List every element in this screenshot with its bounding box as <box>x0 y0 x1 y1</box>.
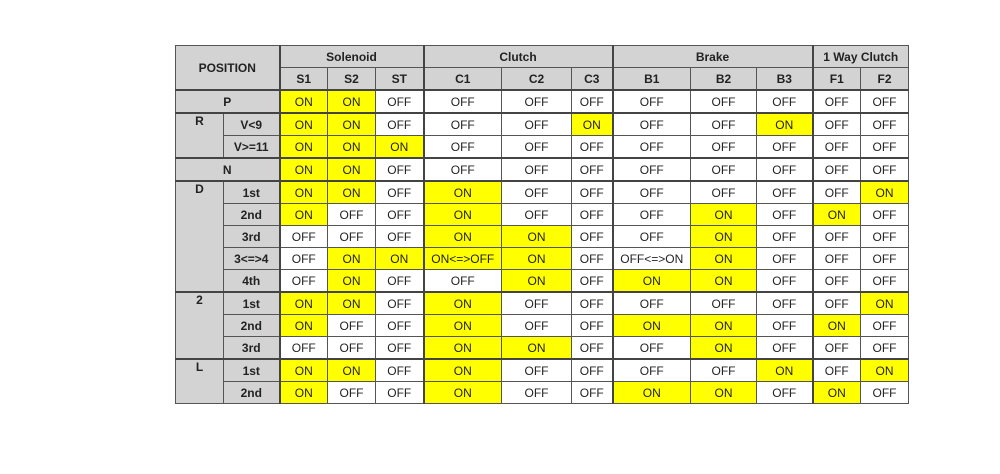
state-cell-c2: ON <box>502 270 572 293</box>
table-row <box>176 204 909 226</box>
state-cell-b2: OFF <box>691 292 757 315</box>
state-cell-c3: OFF <box>572 337 613 360</box>
group-header-1-way-clutch: 1 Way Clutch <box>813 46 909 68</box>
state-cell-c3: OFF <box>572 90 613 113</box>
table-row <box>176 382 909 404</box>
table-row <box>176 270 909 293</box>
state-cell-s1: OFF <box>280 226 328 248</box>
state-cell-c1: ON <box>424 382 502 404</box>
state-cell-st: OFF <box>376 204 424 226</box>
state-cell-c1: ON <box>424 315 502 337</box>
state-cell-c1: ON <box>424 226 502 248</box>
state-cell-st: OFF <box>376 292 424 315</box>
state-cell-b1: ON <box>613 315 691 337</box>
state-cell-c2: OFF <box>502 113 572 136</box>
state-cell-f1: OFF <box>813 292 861 315</box>
state-cell-f1: ON <box>813 204 861 226</box>
state-cell-s2: OFF <box>328 315 376 337</box>
state-cell-b2: OFF <box>691 90 757 113</box>
state-cell-s1: ON <box>280 204 328 226</box>
column-header-f2: F2 <box>861 68 909 91</box>
state-cell-s1: ON <box>280 136 328 159</box>
state-cell-c2: OFF <box>502 158 572 181</box>
state-cell-b2: ON <box>691 315 757 337</box>
state-cell-c2: OFF <box>502 382 572 404</box>
table-row <box>176 181 909 204</box>
state-cell-b3: OFF <box>757 181 813 204</box>
state-cell-b2: OFF <box>691 181 757 204</box>
sub-position-label: 3rd <box>224 337 280 360</box>
position-label: D <box>176 181 224 292</box>
column-header-row <box>176 68 909 91</box>
state-cell-c3: OFF <box>572 292 613 315</box>
state-cell-s1: ON <box>280 382 328 404</box>
state-cell-s1: ON <box>280 181 328 204</box>
state-cell-s1: ON <box>280 158 328 181</box>
state-cell-f2: ON <box>861 292 909 315</box>
state-cell-c3: OFF <box>572 248 613 270</box>
state-cell-s2: OFF <box>328 382 376 404</box>
state-cell-b3: OFF <box>757 315 813 337</box>
state-cell-st: OFF <box>376 382 424 404</box>
state-cell-b1: ON <box>613 270 691 293</box>
table-row <box>176 136 909 159</box>
state-cell-f1: OFF <box>813 226 861 248</box>
state-cell-c2: ON <box>502 248 572 270</box>
group-header-clutch: Clutch <box>424 46 613 68</box>
column-header-c1: C1 <box>424 68 502 91</box>
table-row <box>176 113 909 136</box>
state-cell-f2: OFF <box>861 382 909 404</box>
state-cell-f1: OFF <box>813 248 861 270</box>
state-cell-f2: ON <box>861 181 909 204</box>
table-row <box>176 359 909 382</box>
state-cell-st: OFF <box>376 226 424 248</box>
state-cell-f1: OFF <box>813 181 861 204</box>
state-cell-c1: OFF <box>424 270 502 293</box>
state-cell-s2: ON <box>328 270 376 293</box>
state-cell-c1: OFF <box>424 90 502 113</box>
state-cell-b3: OFF <box>757 292 813 315</box>
state-cell-s1: ON <box>280 315 328 337</box>
state-cell-b3: OFF <box>757 226 813 248</box>
table-row <box>176 158 909 181</box>
state-cell-c3: OFF <box>572 315 613 337</box>
state-cell-c2: OFF <box>502 204 572 226</box>
state-cell-f2: OFF <box>861 113 909 136</box>
state-cell-b2: OFF <box>691 136 757 159</box>
column-header-b1: B1 <box>613 68 691 91</box>
state-cell-b2: ON <box>691 204 757 226</box>
sub-position-label: 1st <box>224 292 280 315</box>
state-cell-s2: OFF <box>328 337 376 360</box>
sub-position-label: 1st <box>224 181 280 204</box>
state-cell-b3: OFF <box>757 270 813 293</box>
state-cell-c3: OFF <box>572 382 613 404</box>
state-cell-s1: ON <box>280 90 328 113</box>
state-cell-b1: ON <box>613 382 691 404</box>
state-cell-st: ON <box>376 136 424 159</box>
state-cell-st: OFF <box>376 337 424 360</box>
shift-table <box>175 45 909 404</box>
state-cell-st: OFF <box>376 158 424 181</box>
sub-position-label: 2nd <box>224 382 280 404</box>
table-body <box>176 90 909 404</box>
state-cell-c3: ON <box>572 113 613 136</box>
state-cell-s1: OFF <box>280 337 328 360</box>
state-cell-b1: OFF <box>613 136 691 159</box>
state-cell-c1: ON <box>424 204 502 226</box>
state-cell-c2: OFF <box>502 359 572 382</box>
state-cell-f1: OFF <box>813 270 861 293</box>
table-row <box>176 90 909 113</box>
state-cell-f2: ON <box>861 359 909 382</box>
column-header-b3: B3 <box>757 68 813 91</box>
state-cell-c1: ON <box>424 292 502 315</box>
group-header-brake: Brake <box>613 46 813 68</box>
state-cell-c1: OFF <box>424 113 502 136</box>
state-cell-c1: OFF <box>424 136 502 159</box>
state-cell-s1: ON <box>280 359 328 382</box>
state-cell-c1: ON <box>424 359 502 382</box>
state-cell-f2: OFF <box>861 248 909 270</box>
table-header <box>176 46 909 91</box>
state-cell-s2: ON <box>328 90 376 113</box>
state-cell-f1: OFF <box>813 90 861 113</box>
state-cell-b1: OFF <box>613 337 691 360</box>
state-cell-b3: OFF <box>757 204 813 226</box>
position-label: P <box>176 90 280 113</box>
position-label: L <box>176 359 224 404</box>
column-header-s2: S2 <box>328 68 376 91</box>
state-cell-c3: OFF <box>572 181 613 204</box>
state-cell-b3: OFF <box>757 90 813 113</box>
state-cell-f1: OFF <box>813 113 861 136</box>
state-cell-st: OFF <box>376 113 424 136</box>
state-cell-b1: OFF <box>613 158 691 181</box>
state-cell-f1: ON <box>813 315 861 337</box>
state-cell-b1: OFF <box>613 204 691 226</box>
state-cell-c1: ON <box>424 337 502 360</box>
state-cell-c2: OFF <box>502 181 572 204</box>
sub-position-label: V>=11 <box>224 136 280 159</box>
state-cell-s2: ON <box>328 158 376 181</box>
state-cell-c3: OFF <box>572 359 613 382</box>
state-cell-c3: OFF <box>572 226 613 248</box>
state-cell-c3: OFF <box>572 136 613 159</box>
state-cell-s2: ON <box>328 248 376 270</box>
state-cell-b3: OFF <box>757 337 813 360</box>
state-cell-c2: OFF <box>502 136 572 159</box>
state-cell-s2: OFF <box>328 204 376 226</box>
state-cell-b3: OFF <box>757 136 813 159</box>
state-cell-c1: OFF <box>424 158 502 181</box>
state-cell-b3: OFF <box>757 382 813 404</box>
state-cell-f2: OFF <box>861 226 909 248</box>
table-row <box>176 292 909 315</box>
column-header-f1: F1 <box>813 68 861 91</box>
state-cell-s1: OFF <box>280 248 328 270</box>
state-cell-b3: ON <box>757 113 813 136</box>
state-cell-f1: OFF <box>813 337 861 360</box>
state-cell-c3: OFF <box>572 204 613 226</box>
group-header-row <box>176 46 909 68</box>
sub-position-label: 3rd <box>224 226 280 248</box>
state-cell-b3: OFF <box>757 158 813 181</box>
state-cell-b3: ON <box>757 359 813 382</box>
state-cell-b2: ON <box>691 248 757 270</box>
state-cell-f2: OFF <box>861 158 909 181</box>
table-row <box>176 248 909 270</box>
state-cell-f2: OFF <box>861 315 909 337</box>
column-header-b2: B2 <box>691 68 757 91</box>
table-row <box>176 337 909 360</box>
state-cell-c1: ON <box>424 181 502 204</box>
state-cell-b1: OFF <box>613 181 691 204</box>
state-cell-c2: OFF <box>502 315 572 337</box>
state-cell-b1: OFF <box>613 359 691 382</box>
column-header-s1: S1 <box>280 68 328 91</box>
state-cell-b1: OFF <box>613 292 691 315</box>
state-cell-b3: OFF <box>757 248 813 270</box>
state-cell-s2: ON <box>328 136 376 159</box>
sub-position-label: 1st <box>224 359 280 382</box>
sub-position-label: 2nd <box>224 315 280 337</box>
state-cell-c2: ON <box>502 337 572 360</box>
position-label: 2 <box>176 292 224 359</box>
state-cell-b2: OFF <box>691 113 757 136</box>
state-cell-c3: OFF <box>572 270 613 293</box>
table-row <box>176 226 909 248</box>
state-cell-f2: OFF <box>861 270 909 293</box>
state-cell-f1: OFF <box>813 136 861 159</box>
state-cell-f1: ON <box>813 382 861 404</box>
position-header: POSITION <box>176 46 280 91</box>
state-cell-f1: OFF <box>813 158 861 181</box>
state-cell-st: OFF <box>376 315 424 337</box>
state-cell-b2: OFF <box>691 158 757 181</box>
state-cell-s2: ON <box>328 359 376 382</box>
sub-position-label: 3<=>4 <box>224 248 280 270</box>
position-label: N <box>176 158 280 181</box>
state-cell-c1: ON<=>OFF <box>424 248 502 270</box>
state-cell-s2: ON <box>328 113 376 136</box>
state-cell-f2: OFF <box>861 204 909 226</box>
column-header-c2: C2 <box>502 68 572 91</box>
table-row <box>176 315 909 337</box>
state-cell-b2: OFF <box>691 359 757 382</box>
position-label: R <box>176 113 224 158</box>
state-cell-b1: OFF <box>613 90 691 113</box>
state-cell-s2: OFF <box>328 226 376 248</box>
state-cell-b1: OFF <box>613 113 691 136</box>
state-cell-s2: ON <box>328 292 376 315</box>
column-header-st: ST <box>376 68 424 91</box>
state-cell-b1: OFF<=>ON <box>613 248 691 270</box>
state-cell-st: OFF <box>376 181 424 204</box>
state-cell-c2: OFF <box>502 292 572 315</box>
sub-position-label: V<9 <box>224 113 280 136</box>
state-cell-s2: ON <box>328 181 376 204</box>
state-cell-b2: ON <box>691 382 757 404</box>
state-cell-b2: ON <box>691 226 757 248</box>
sub-position-label: 4th <box>224 270 280 293</box>
state-cell-b2: ON <box>691 270 757 293</box>
state-cell-c2: ON <box>502 226 572 248</box>
state-cell-c3: OFF <box>572 158 613 181</box>
state-cell-st: OFF <box>376 90 424 113</box>
state-cell-f1: OFF <box>813 359 861 382</box>
column-header-c3: C3 <box>572 68 613 91</box>
state-cell-st: ON <box>376 248 424 270</box>
state-cell-c2: OFF <box>502 90 572 113</box>
state-cell-s1: ON <box>280 292 328 315</box>
group-header-solenoid: Solenoid <box>280 46 424 68</box>
state-cell-st: OFF <box>376 359 424 382</box>
state-cell-f2: OFF <box>861 337 909 360</box>
state-cell-b1: OFF <box>613 226 691 248</box>
sub-position-label: 2nd <box>224 204 280 226</box>
state-cell-s1: OFF <box>280 270 328 293</box>
state-cell-f2: OFF <box>861 136 909 159</box>
state-cell-b2: ON <box>691 337 757 360</box>
state-cell-s1: ON <box>280 113 328 136</box>
state-cell-f2: OFF <box>861 90 909 113</box>
state-cell-st: OFF <box>376 270 424 293</box>
